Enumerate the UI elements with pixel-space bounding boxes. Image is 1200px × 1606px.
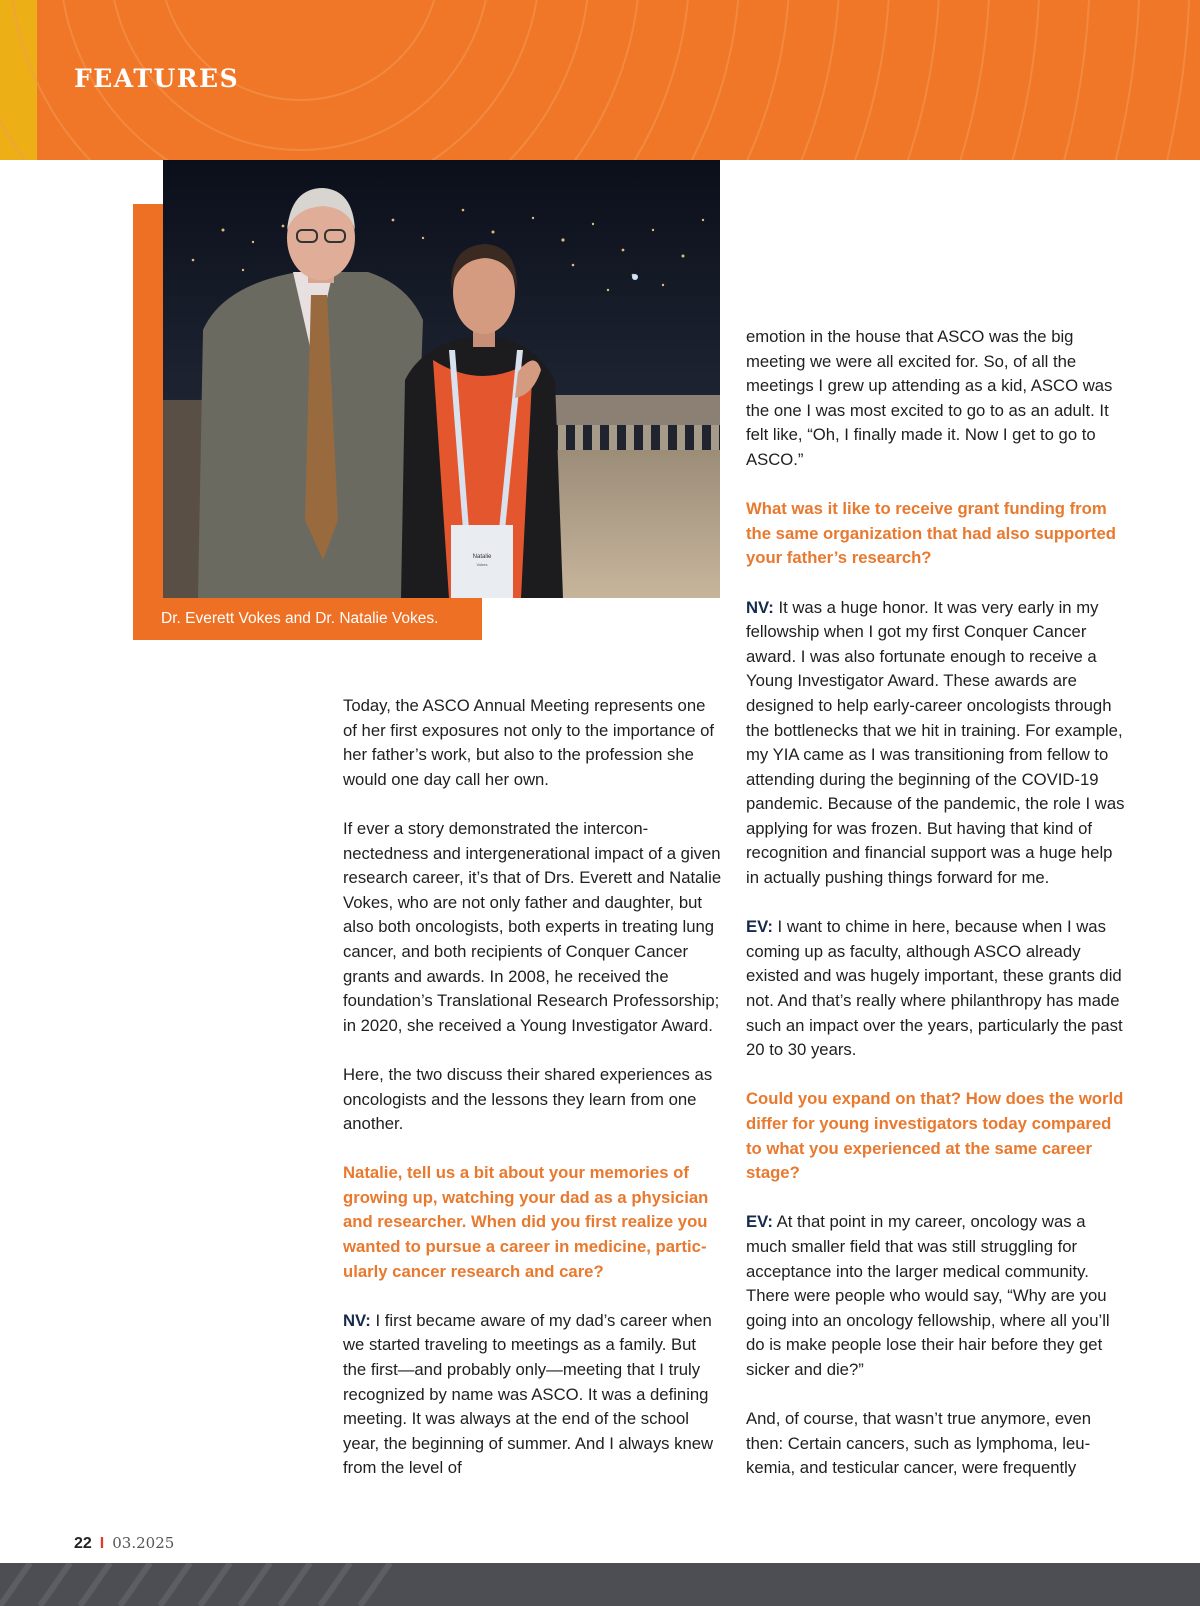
- answer-text: I want to chime in here, because when I was coming up as faculty, although ASCO already existed and was hugely important, these grants did not. And that’s really where philanthropy has made such an impact over the years, particularly the past 20 to 30 years.: [746, 917, 1123, 1060]
- body-paragraph: Here, the two discuss their shared experiences as oncologists and the lessons they learn from one another.: [343, 1064, 713, 1134]
- badge-first-name: Natalie: [472, 554, 492, 560]
- answer-text: I first became aware of my dad’s career when we started traveling to meetings as a family. But the first—and probably only—meeting that I truly recognized by name was ASCO. It was a defining meeting. It was always at the end of the school year, the beginning of summer. And I always knew from the level of: [343, 1310, 714, 1478]
- badge-last-name: Vokes: [476, 562, 488, 567]
- page-header: [0, 0, 1200, 160]
- speaker-tag: NV:: [343, 1310, 371, 1330]
- body-paragraph: And, of course, that wasn’t true anymore, even then: Certain cancers, such as lymphoma, leukemia, and testicular cancer, were frequently: [746, 1409, 1092, 1478]
- interview-question: Could you expand on that? How does the world differ for young investigators today compared to what you experienced at the same career stage?: [746, 1089, 1124, 1183]
- folio-separator: I: [99, 1535, 105, 1552]
- article-column-right: [746, 325, 1126, 1506]
- speaker-tag: NV:: [746, 597, 774, 617]
- footer-hatch-pattern: [0, 1563, 1200, 1606]
- page-footer-band: [0, 1563, 1200, 1606]
- photo-caption: Dr. Everett Vokes and Dr. Natalie Vokes.: [161, 610, 439, 627]
- photo-illustration: [163, 160, 720, 598]
- interview-answer: [746, 915, 1126, 1063]
- interview-question: Natalie, tell us a bit about your memories of growing up, watching your dad as a physician and researcher. When did you first realize you wanted to pursue a career in medicine, particularly cancer research and care?: [343, 1163, 709, 1281]
- page-folio: [74, 1534, 174, 1553]
- article-column-left: [343, 694, 723, 1506]
- answer-text: At that point in my career, oncology was a much smaller field that was still struggling for acceptance into the larger medical community. There were people who would say, “Why are you going into an oncology fellowship, where all you’ll do is make people lose their hair before they get sicker and die?”: [746, 1212, 1110, 1379]
- body-paragraph: If ever a story demonstrated the interconnectedness and intergenerational impact of a given research career, it’s that of Drs. Everett and Natalie Vokes, who are not only father and daughter, but also both oncologists, both experts in treating lung cancer, and both recipients of Conquer Cancer grants and awards. In 2008, he received the foundation’s Translational Research Professorship; in 2020, she received a Young Investigator Award.: [343, 818, 722, 1035]
- section-label: FEATURES: [74, 64, 240, 93]
- interview-answer: [746, 1210, 1126, 1382]
- interview-answer: [746, 596, 1126, 891]
- feature-photo: [163, 160, 720, 598]
- interview-question: What was it like to receive grant funding from the same organization that had also supported your father’s research?: [746, 499, 1116, 568]
- page-number: 22: [74, 1535, 92, 1552]
- issue-date: 03.2025: [112, 1534, 175, 1552]
- speaker-tag: EV:: [746, 917, 773, 937]
- body-paragraph: Today, the ASCO Annual Meeting represents one of her first exposures not only to the importance of her father’s work, but also to the profession she would one day call her own.: [343, 696, 715, 789]
- body-paragraph: emotion in the house that ASCO was the big meeting we were all excited for. So, of all the meetings I grew up attending as a kid, ASCO was the one I was most excited to go to as an adult. It felt like, “Oh, I finally made it. Now I get to go to ASCO.”: [746, 327, 1113, 469]
- speaker-tag: EV:: [746, 1212, 773, 1232]
- answer-text: It was a huge honor. It was very early in my fellowship when I got my first Conquer Cancer award. I was also fortunate enough to receive a Young Investigator Award. These awards are designed to help early-career oncologists through the bottlenecks that we hit in training. For example, my YIA came as I was transitioning from fellow to attending during the beginning of the COVID-19 pandemic. Because of the pandemic, the role I was applying for was frozen. But having that kind of recognition and financial support was a huge help in actually pushing things forward for me.: [746, 597, 1125, 888]
- interview-answer: [343, 1309, 723, 1481]
